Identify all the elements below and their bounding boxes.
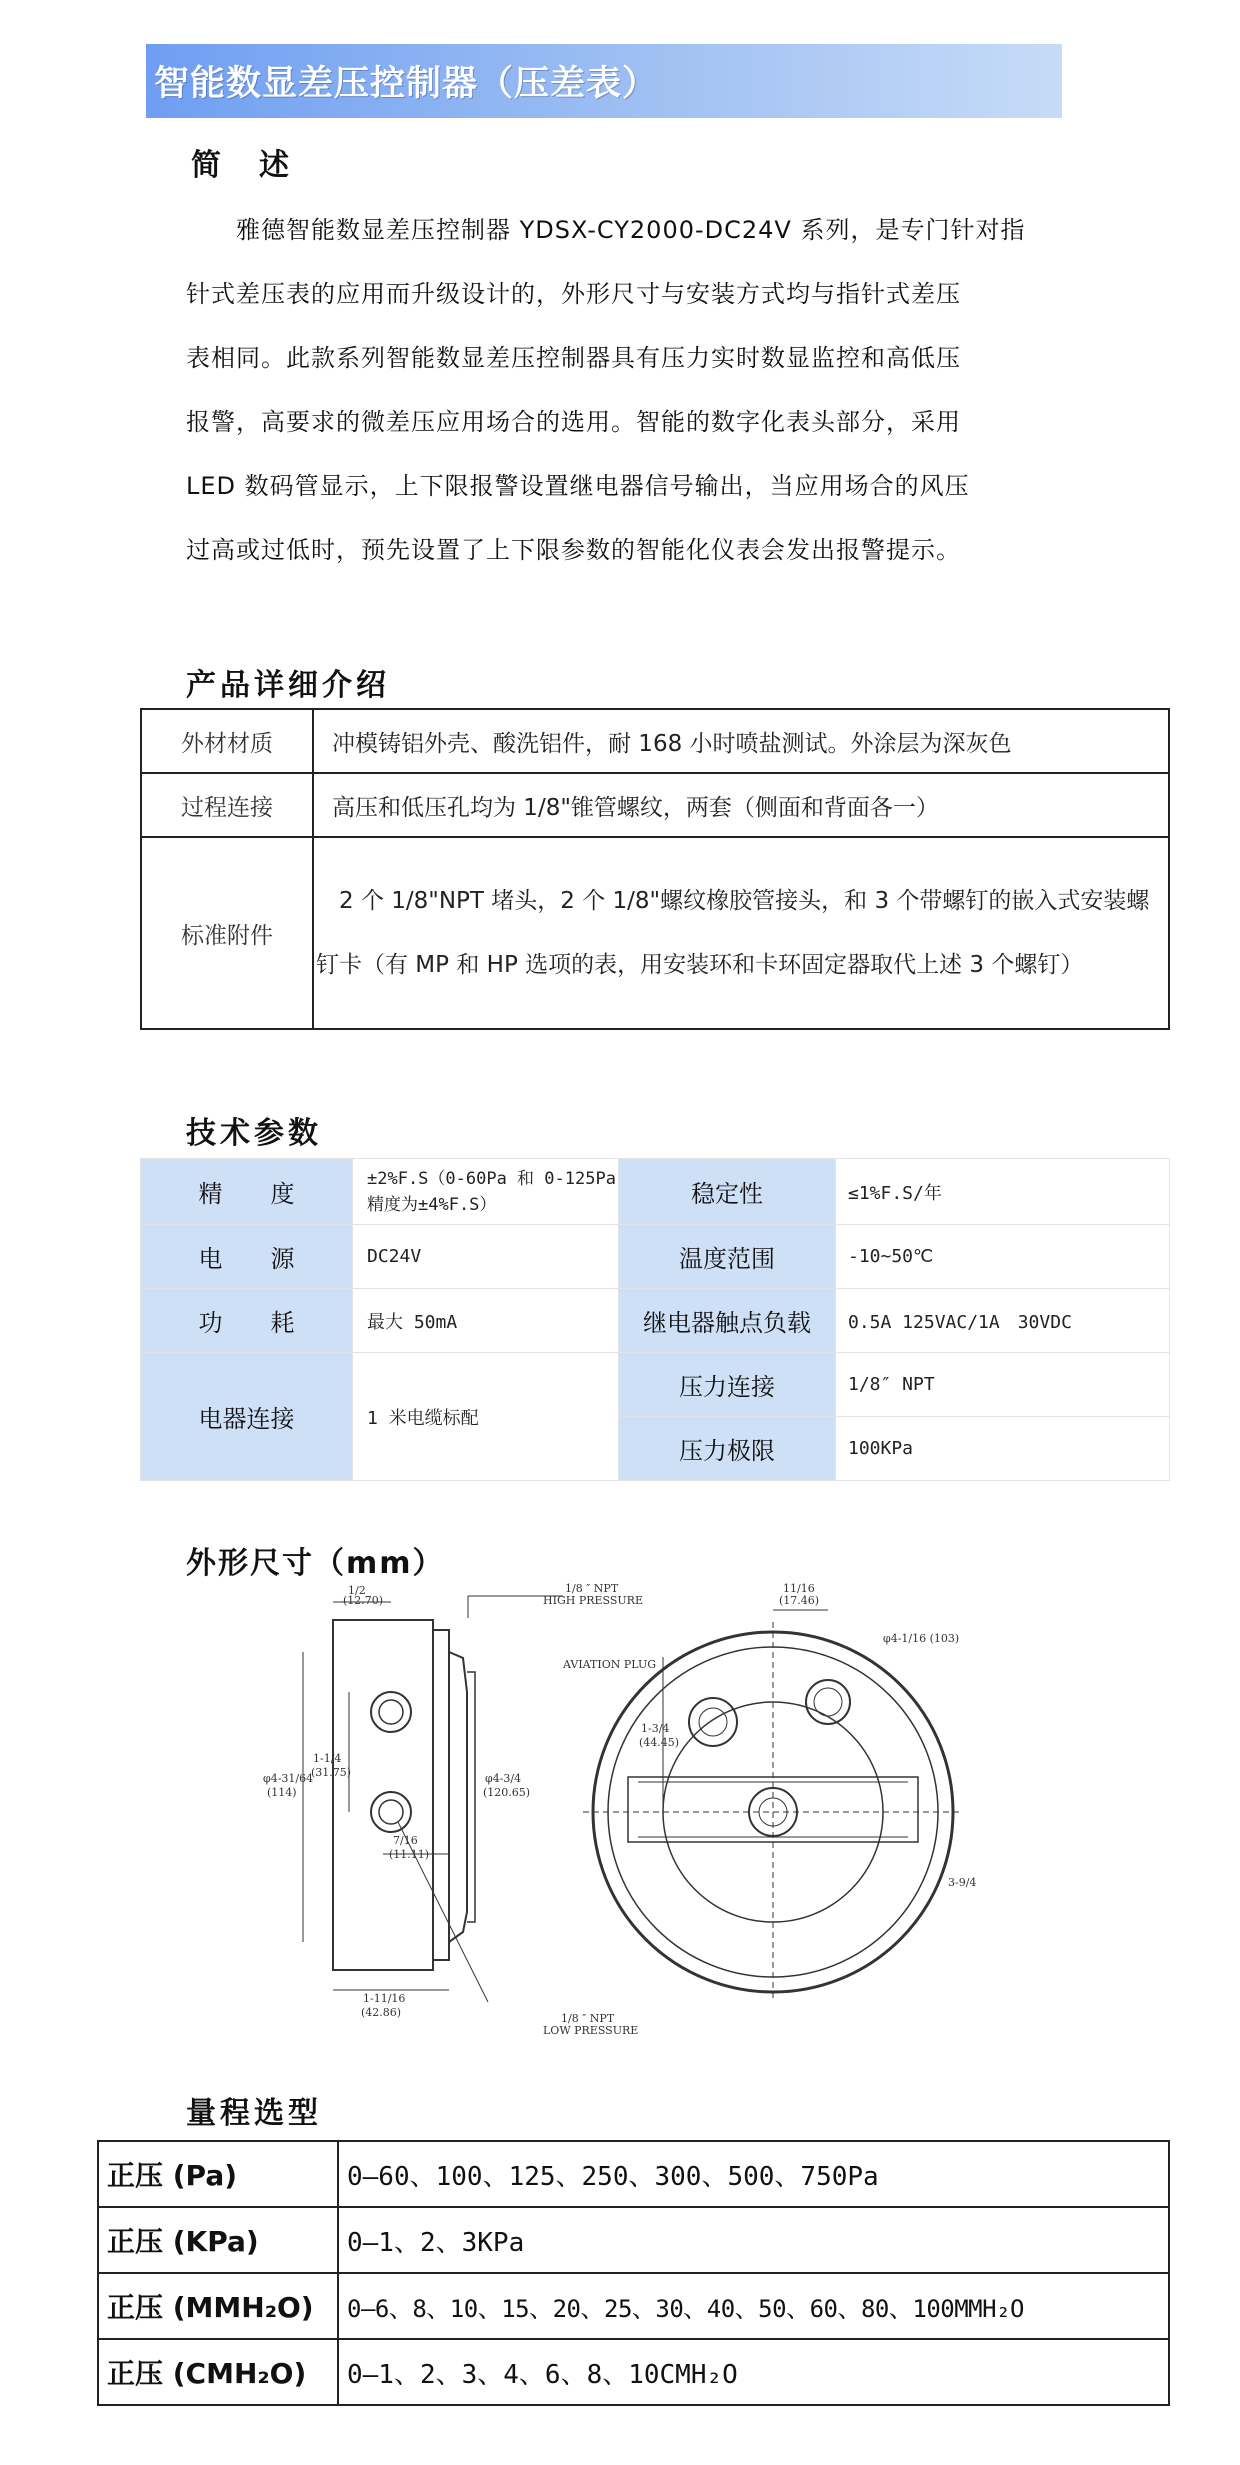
range-key: 正压 (Pa) bbox=[98, 2141, 338, 2207]
front-view bbox=[468, 1596, 963, 2002]
details-heading: 产品详细介绍 bbox=[186, 668, 390, 703]
table-row bbox=[98, 2339, 1169, 2405]
spec-label: 电 源 bbox=[141, 1225, 353, 1289]
range-value: 0—6、8、10、15、20、25、30、40、50、60、80、100MMH₂O bbox=[338, 2273, 1169, 2339]
dim-label: (120.65) bbox=[483, 1786, 531, 1799]
title-banner bbox=[146, 44, 1062, 118]
table-row bbox=[141, 1353, 1170, 1417]
dim-label: (17.46) bbox=[779, 1594, 820, 1607]
dim-label: 11/16 bbox=[783, 1582, 815, 1595]
ranges-table bbox=[97, 2140, 1170, 2406]
spec-label: 温度范围 bbox=[619, 1225, 836, 1289]
summary-heading: 简 述 bbox=[191, 148, 293, 183]
table-row bbox=[141, 1159, 1170, 1225]
dim-label: φ4-31/64 bbox=[263, 1772, 314, 1785]
dim-label: 1/2 bbox=[348, 1584, 366, 1597]
detail-value: 2 个 1/8"NPT 堵头，2 个 1/8"螺纹橡胶管接头，和 3 个带螺钉的嵌入式安装螺钉卡（有 MP 和 HP 选项的表，用安装环和卡环固定器取代上述 3 个螺钉） bbox=[313, 837, 1169, 1029]
dim-label: (44.45) bbox=[639, 1736, 680, 1749]
summary-line: 针式差压表的应用而升级设计的，外形尺寸与安装方式均与指针式差压 bbox=[186, 280, 961, 308]
detail-value: 高压和低压孔均为 1/8"锥管螺纹，两套（侧面和背面各一） bbox=[313, 773, 1169, 837]
summary-line: 雅德智能数显差压控制器 YDSX-CY2000-DC24V 系列，是专门针对指 bbox=[186, 216, 1026, 244]
table-row bbox=[141, 1289, 1170, 1353]
spec-value: ≤1%F.S/年 bbox=[836, 1159, 1170, 1225]
table-row bbox=[98, 2273, 1169, 2339]
range-value: 0—1、2、3、4、6、8、10CMH₂O bbox=[338, 2339, 1169, 2405]
summary-line: 表相同。此款系列智能数显差压控制器具有压力实时数显监控和高低压 bbox=[186, 344, 961, 372]
dim-label: 1-3/4 bbox=[641, 1722, 670, 1735]
dim-label: 7/16 bbox=[393, 1834, 418, 1847]
spec-value: 1 米电缆标配 bbox=[353, 1353, 619, 1481]
dim-label: 3-9/4 bbox=[948, 1876, 977, 1889]
specs-heading: 技术参数 bbox=[186, 1116, 322, 1151]
dim-label: φ4-1/16 (103) bbox=[883, 1632, 960, 1645]
range-key: 正压 (MMH₂O) bbox=[98, 2273, 338, 2339]
spec-value: ±2%F.S（0-60Pa 和 0-125Pa 精度为±4%F.S） bbox=[353, 1159, 619, 1225]
spec-label: 功 耗 bbox=[141, 1289, 353, 1353]
dimensions-heading: 外形尺寸（mm） bbox=[186, 1546, 445, 1581]
dim-label: (11.11) bbox=[389, 1848, 430, 1861]
dim-label: (42.86) bbox=[361, 2006, 402, 2019]
page-title: 智能数显差压控制器（压差表） bbox=[154, 64, 659, 104]
range-value: 0—60、100、125、250、300、500、750Pa bbox=[338, 2141, 1169, 2207]
detail-value: 冲模铸铝外壳、酸洗铝件，耐 168 小时喷盐测试。外涂层为深灰色 bbox=[313, 709, 1169, 773]
dim-label: (31.75) bbox=[311, 1766, 352, 1779]
dim-label: (114) bbox=[267, 1786, 297, 1799]
dim-label: φ4-3/4 bbox=[485, 1772, 522, 1785]
dimension-drawing bbox=[243, 1582, 1003, 2046]
spec-value: DC24V bbox=[353, 1225, 619, 1289]
detail-key: 标准附件 bbox=[141, 837, 313, 1029]
spec-label: 电器连接 bbox=[141, 1353, 353, 1481]
range-value: 0—1、2、3KPa bbox=[338, 2207, 1169, 2273]
side-view bbox=[303, 1602, 488, 2002]
detail-key: 外材材质 bbox=[141, 709, 313, 773]
spec-label: 压力极限 bbox=[619, 1417, 836, 1481]
dim-label: 1/8 ″ NPT bbox=[561, 2012, 615, 2025]
table-row bbox=[141, 1225, 1170, 1289]
summary-text bbox=[186, 198, 1025, 582]
ranges-heading: 量程选型 bbox=[186, 2096, 322, 2131]
dim-label: 1-11/16 bbox=[363, 1992, 406, 2005]
spec-value: 0.5A 125VAC/1A 30VDC bbox=[836, 1289, 1170, 1353]
specs-table bbox=[140, 1158, 1170, 1481]
spec-label: 稳定性 bbox=[619, 1159, 836, 1225]
summary-line: 报警，高要求的微差压应用场合的选用。智能的数字化表头部分，采用 bbox=[186, 408, 961, 436]
dim-label: LOW PRESSURE bbox=[543, 2024, 639, 2037]
spec-value: -10~50℃ bbox=[836, 1225, 1170, 1289]
table-row bbox=[141, 837, 1169, 1029]
dim-label: 1-1/4 bbox=[313, 1752, 342, 1765]
detail-key: 过程连接 bbox=[141, 773, 313, 837]
range-key: 正压 (CMH₂O) bbox=[98, 2339, 338, 2405]
table-row bbox=[141, 773, 1169, 837]
dim-label: HIGH PRESSURE bbox=[543, 1594, 643, 1607]
dim-label: AVIATION PLUG bbox=[563, 1658, 657, 1671]
spec-value: 100KPa bbox=[836, 1417, 1170, 1481]
spec-label: 精 度 bbox=[141, 1159, 353, 1225]
table-row bbox=[98, 2207, 1169, 2273]
summary-line: 过高或过低时，预先设置了上下限参数的智能化仪表会发出报警提示。 bbox=[186, 536, 961, 564]
spec-value: 最大 50mA bbox=[353, 1289, 619, 1353]
details-table bbox=[140, 708, 1170, 1030]
dim-label: 1/8 ″ NPT bbox=[565, 1582, 619, 1595]
spec-value: 1/8″ NPT bbox=[836, 1353, 1170, 1417]
spec-label: 压力连接 bbox=[619, 1353, 836, 1417]
table-row bbox=[98, 2141, 1169, 2207]
table-row bbox=[141, 709, 1169, 773]
spec-label: 继电器触点负载 bbox=[619, 1289, 836, 1353]
dim-label: (12.70) bbox=[343, 1594, 384, 1607]
summary-line: LED 数码管显示，上下限报警设置继电器信号输出，当应用场合的风压 bbox=[186, 472, 970, 500]
range-key: 正压 (KPa) bbox=[98, 2207, 338, 2273]
